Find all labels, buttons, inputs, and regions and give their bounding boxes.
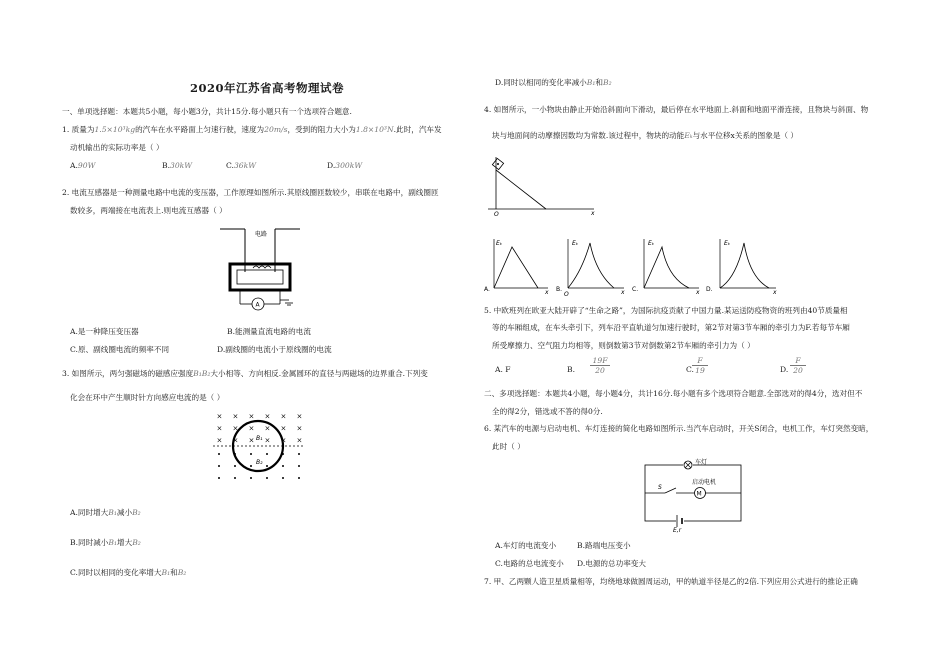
q6-option-a[interactable]: A.车灯的电流变小 — [495, 541, 557, 550]
q3-line1 — [62, 368, 428, 379]
q6-option-c[interactable]: C.电路的总电流变小 — [495, 559, 564, 568]
source-label: E,r — [673, 527, 682, 534]
symbol-b1: B₁ — [108, 538, 117, 547]
field-dot — [298, 465, 300, 467]
symbol-b1: B₁ — [108, 508, 117, 517]
field-cross: × — [248, 412, 255, 421]
q1-option-b[interactable] — [162, 160, 192, 171]
option-key: A. — [70, 161, 78, 170]
q5-option-b[interactable] — [567, 364, 575, 375]
incline-figure — [484, 152, 599, 217]
field-cross: × — [280, 424, 287, 433]
option-text: 和 — [595, 78, 603, 87]
symbol-b2: B₂ — [177, 568, 187, 577]
field-dot — [250, 477, 252, 479]
core-inner — [237, 270, 283, 284]
option-text: 增大 — [117, 538, 133, 547]
symbol-b2: B₂ — [602, 78, 612, 87]
option-key: B. — [567, 365, 575, 374]
graph-c — [632, 239, 700, 296]
option-key: B. — [162, 161, 170, 170]
q2-option-a[interactable]: A.是一种降压变压器 — [70, 327, 139, 336]
option-key: D. — [327, 161, 336, 170]
field-dot — [282, 465, 284, 467]
ek-axis-label: Eₖ — [648, 240, 655, 247]
q3-line2: 化会在环中产生顺时针方向感应电流的是（ ） — [70, 393, 225, 402]
option-key: C. — [226, 161, 234, 170]
symbol-b1: B₁ — [193, 369, 202, 378]
graph-a — [484, 239, 549, 296]
ek-axis-label: Eₖ — [572, 240, 579, 247]
fig-b2-label: B₂ — [256, 459, 263, 466]
field-cross: × — [264, 412, 271, 421]
field-cross: × — [248, 436, 255, 445]
car-circuit-figure — [640, 457, 750, 534]
symbol-b2: B₂ — [201, 369, 211, 378]
q6-line1: 6. 某汽车的电源与启动电机、车灯连接的简化电路如图所示.当汽车启动时，开关S闭合，电机工作，车灯突然变暗， — [484, 424, 874, 433]
motor-symbol: M — [696, 490, 702, 498]
ammeter-label: A — [255, 301, 260, 309]
graph-curve — [568, 243, 614, 288]
origin-label: O — [494, 211, 499, 218]
q7-line1: 7. 甲、乙两颗人造卫星质量相等，均绕地球做圆周运动，甲的轨道半径是乙的2倍.下列应用公式进行的推论正确 — [484, 577, 858, 586]
field-dot — [298, 453, 300, 455]
field-cross: × — [216, 412, 223, 421]
origin-label: O — [564, 291, 569, 298]
field-dot — [266, 477, 268, 479]
graph-curve — [720, 243, 769, 288]
q5-line2: 等的车厢组成，在车头牵引下，列车沿平直轨道匀加速行驶时，第2节对第3节车厢的牵引力为F.若每节车厢 — [492, 323, 850, 332]
symbol-b1: B₁ — [586, 78, 596, 87]
ek-axis-label: Eₖ — [496, 240, 503, 247]
x-axis-label: x — [621, 289, 625, 296]
iron-core — [230, 264, 290, 290]
page-title: 2020年江苏省高考物理试卷 — [190, 81, 345, 95]
x-axis-label: x — [545, 289, 549, 296]
graph-b-label: B. — [556, 286, 563, 293]
option-value: 300kW — [335, 161, 363, 170]
option-value: 30kW — [170, 161, 193, 170]
field-dot — [234, 465, 236, 467]
q5-line3: 所受摩擦力、空气阻力均相等，则倒数第3节对倒数第2节车厢的牵引力为（ ） — [492, 341, 755, 350]
q6-option-d[interactable]: D.电源的总功率变大 — [577, 559, 646, 568]
q2-line2: 数较多，两端接在电流表上.则电流互感器（ ） — [70, 206, 227, 215]
field-cross: × — [232, 424, 239, 433]
field-dot — [250, 453, 252, 455]
q3-option-d[interactable] — [495, 77, 612, 88]
graph-curve — [644, 247, 689, 288]
option-value: 36kW — [233, 161, 257, 170]
field-cross: × — [232, 412, 239, 421]
option-text: D.同时以相同的变化率减小 — [495, 78, 587, 87]
q5-d-denominator: 20 — [793, 366, 803, 375]
field-dot — [266, 465, 268, 467]
q6-line2: 此时（ ） — [492, 442, 525, 451]
symbol-b2: B₂ — [132, 538, 141, 547]
graph-curve — [494, 247, 538, 288]
q1-option-d[interactable] — [327, 160, 362, 171]
field-cross: × — [248, 424, 255, 433]
field-dot — [218, 477, 220, 479]
fig-b1-label: B₁ — [256, 435, 263, 442]
q4-line1: 4. 如图所示，一小物块由静止开始沿斜面向下滑动，最后停在水平地面上.斜面和地面平滑连接，且物块与斜面、物 — [484, 105, 869, 114]
switch-icon — [665, 488, 676, 493]
q1-option-c[interactable] — [226, 160, 256, 171]
q1-speed: 20m/s — [264, 125, 288, 134]
q5-option-d[interactable] — [780, 364, 788, 375]
motor-label: 启动电机 — [692, 479, 717, 486]
q3-option-c[interactable] — [70, 567, 186, 578]
graph-b — [556, 239, 625, 298]
q1-text: .此时，汽车发 — [393, 125, 442, 134]
graph-d-label: D. — [706, 286, 713, 293]
q3-text: 大小相等、方向相反.金属圆环的直径与两磁场的边界重合.下列变 — [210, 369, 428, 378]
symbol-b2: B₂ — [132, 508, 141, 517]
field-cross: × — [232, 436, 239, 445]
q5-b-numerator: 19F — [590, 356, 610, 366]
q1-text: ，受到的阻力大小为 — [287, 125, 356, 134]
field-dot — [298, 477, 300, 479]
switch-label: S — [658, 484, 662, 491]
q5-c-numerator: F — [692, 356, 708, 366]
q6-option-b[interactable]: B.路端电压变小 — [577, 541, 631, 550]
ek-x-graphs — [484, 233, 784, 298]
field-cross: × — [216, 424, 223, 433]
q1-line1 — [62, 124, 442, 135]
symbol-b1: B₁ — [161, 568, 171, 577]
q1-line2: 动机输出的实际功率是（ ） — [70, 143, 164, 152]
field-dot — [218, 465, 220, 467]
q5-option-a[interactable]: A. F — [495, 365, 511, 374]
field-cross: × — [264, 424, 271, 433]
field-cross: × — [280, 436, 287, 445]
field-cross: × — [264, 436, 271, 445]
circuit-label: 电路 — [255, 231, 268, 238]
option-text: C.同时以相同的变化率增大 — [70, 568, 162, 577]
q1-force: 1.8×10³N — [355, 125, 394, 134]
x-axis-label: x — [773, 289, 777, 296]
q5-line1: 5. 中欧班列在欧亚大陆开辟了“生命之路”，为国际抗疫贡献了中国力量.某运送防疫物资的班列由40节质量相 — [484, 306, 848, 315]
graph-c-label: C. — [632, 286, 639, 293]
field-cross: × — [216, 436, 223, 445]
block-dot — [497, 163, 499, 165]
field-cross: × — [296, 436, 303, 445]
section1-heading: 一、单项选择题：本题共5小题，每小题3分，共计15分.每小题只有一个选项符合题意. — [62, 107, 352, 116]
q1-mass: 1.5×10³kg — [94, 125, 136, 134]
field-dot — [282, 477, 284, 479]
q1-text: 的汽车在水平路面上匀速行驶，速度为 — [135, 125, 265, 134]
field-cross: × — [296, 412, 303, 421]
ek-axis-label: Eₖ — [724, 240, 731, 247]
option-key: C. — [686, 365, 694, 374]
x-axis-label: x — [696, 289, 700, 296]
q3-option-a[interactable] — [70, 507, 141, 518]
q5-d-numerator: F — [790, 356, 806, 366]
q1-text: 1. 质量为 — [62, 125, 95, 134]
q3-option-b[interactable] — [70, 537, 141, 548]
q4-line2 — [492, 130, 798, 141]
incline — [496, 170, 546, 209]
field-dot — [250, 465, 252, 467]
q2-option-c[interactable]: C.原、副线圈电流的频率不同 — [70, 345, 170, 354]
q1-option-a[interactable] — [70, 160, 95, 171]
option-text: B.同时减小 — [70, 538, 109, 547]
field-dots — [218, 453, 300, 479]
q2-line1: 2. 电流互感器是一种测量电路中电流的变压器，工作原理如图所示.其原线圈匝数较少，串联在电路中，副线圈匝 — [62, 188, 439, 197]
field-dot — [218, 453, 220, 455]
q5-b-denominator: 20 — [595, 366, 605, 375]
q3-text: 3. 如图所示，两匀强磁场的磁感应强度 — [62, 369, 194, 378]
option-text: 和 — [170, 568, 178, 577]
coil — [253, 266, 271, 268]
q2-option-d[interactable]: D.副线圈的电流小于原线圈的电流 — [217, 345, 332, 354]
graph-a-label: A. — [484, 286, 490, 293]
option-text: A.同时增大 — [70, 508, 109, 517]
symbol-ek: Eₖ — [684, 131, 693, 140]
option-value: 90W — [77, 161, 96, 170]
q4-text: 块与地面间的动摩擦因数均为常数.该过程中，物块的动能 — [492, 131, 685, 140]
q2-option-b[interactable]: B.能测量直流电路的电流 — [227, 327, 311, 336]
option-key: D. — [780, 365, 789, 374]
section2-heading-line2: 全的得2分，错选或不答的得0分. — [492, 407, 603, 416]
lamp-label: 车灯 — [695, 459, 708, 466]
section2-heading-line1: 二、多项选择题：本题共4小题，每小题4分，共计16分.每小题有多个选项符合题意.全部选对的得4分，选对但不 — [484, 389, 863, 398]
field-cross: × — [280, 412, 287, 421]
field-dot — [234, 477, 236, 479]
x-axis-label: x — [591, 210, 595, 217]
field-cross: × — [296, 424, 303, 433]
field-dot — [266, 453, 268, 455]
option-text: 减小 — [116, 508, 133, 517]
magnetic-field-figure — [213, 410, 303, 485]
graph-d — [706, 239, 777, 296]
q4-text: 与水平位移x关系的图象是（ ） — [692, 131, 799, 140]
transformer-figure — [215, 224, 305, 314]
q5-c-denominator: 19 — [695, 366, 705, 375]
